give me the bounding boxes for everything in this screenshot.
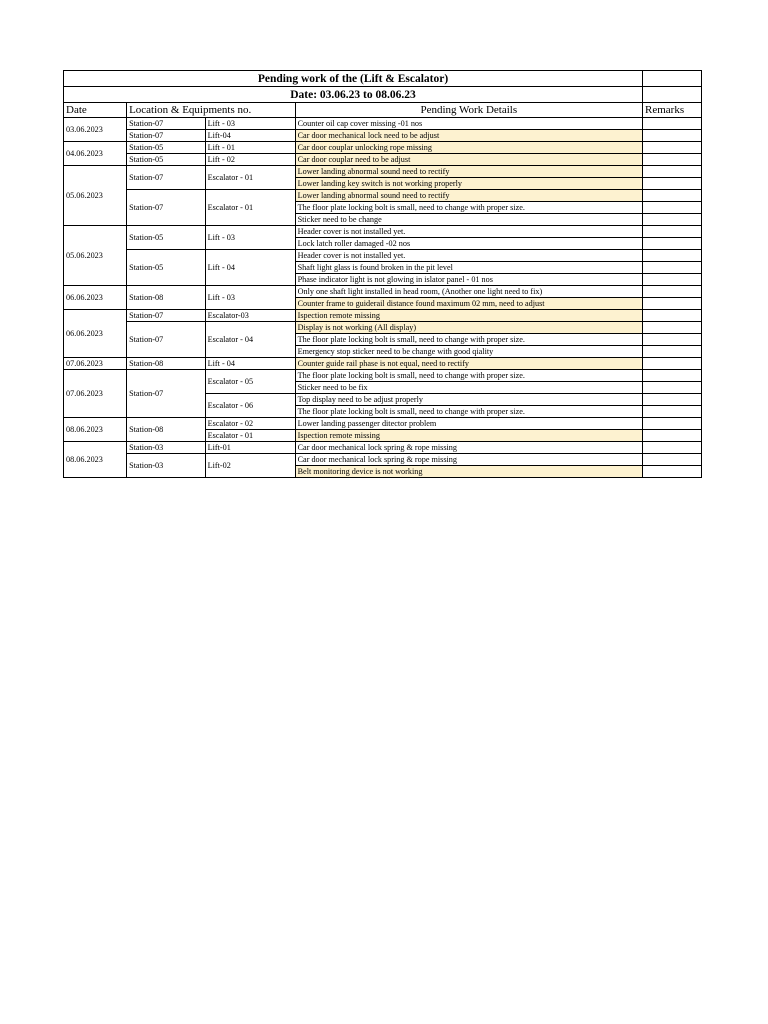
date-cell: 03.06.2023 [64,118,127,142]
work-detail-cell: Car door couplar need to be adjust [295,154,642,166]
remarks-cell [643,226,702,238]
work-detail-cell: Car door mechanical lock need to be adjust [295,130,642,142]
location-cell: Station-08 [127,358,206,370]
work-detail-cell: Car door mechanical lock spring & rope missing [295,442,642,454]
remarks-cell [643,298,702,310]
header-remarks: Remarks [643,103,702,118]
date-cell: 05.06.2023 [64,166,127,226]
equipment-cell: Lift - 04 [205,358,295,370]
remarks-cell [643,370,702,382]
work-detail-cell: Sticker need to be change [295,214,642,226]
subtitle-row [64,87,702,103]
sheet-title: Pending work of the (Lift & Escalator) [64,71,643,87]
table-row [64,166,702,178]
work-detail-cell: Header cover is not installed yet. [295,226,642,238]
remarks-cell [643,274,702,286]
table-row [64,358,702,370]
remarks-cell [643,238,702,250]
equipment-cell: Lift - 03 [205,226,295,250]
equipment-cell: Lift - 01 [205,142,295,154]
location-cell: Station-07 [127,130,206,142]
table-row [64,154,702,166]
location-cell: Station-05 [127,154,206,166]
remarks-cell [643,118,702,130]
location-cell: Station-08 [127,418,206,442]
remarks-cell [643,322,702,334]
table-row [64,286,702,298]
header-details: Pending Work Details [295,103,642,118]
location-cell: Station-07 [127,322,206,358]
work-detail-cell: Shaft light glass is found broken in the pit level [295,262,642,274]
remarks-cell [643,286,702,298]
pending-work-table [63,70,702,478]
equipment-cell: Escalator-03 [205,310,295,322]
remarks-cell [643,358,702,370]
date-cell: 06.06.2023 [64,310,127,358]
work-detail-cell: Phase indicator light is not glowing in islator panel - 01 nos [295,274,642,286]
remarks-cell [643,178,702,190]
work-detail-cell: Lower landing abnormal sound need to rectify [295,190,642,202]
remarks-cell [643,346,702,358]
table-row [64,190,702,202]
work-detail-cell: Top display need to be adjust properly [295,394,642,406]
table-row [64,130,702,142]
remarks-cell [643,154,702,166]
remarks-cell [643,466,702,478]
date-cell: 07.06.2023 [64,358,127,370]
remarks-cell [643,334,702,346]
remarks-cell [643,250,702,262]
work-detail-cell: Only one shaft light installed in head room, (Another one light need to fix) [295,286,642,298]
equipment-cell: Escalator - 01 [205,430,295,442]
table-row [64,370,702,382]
header-date: Date [64,103,127,118]
work-detail-cell: Car door couplar unlocking rope missing [295,142,642,154]
remarks-cell [643,142,702,154]
remarks-cell [643,202,702,214]
work-detail-cell: Car door mechanical lock spring & rope missing [295,454,642,466]
remarks-cell [643,190,702,202]
remarks-cell [643,262,702,274]
location-cell: Station-05 [127,142,206,154]
remarks-cell [643,130,702,142]
equipment-cell: Escalator - 06 [205,394,295,418]
location-cell: Station-07 [127,310,206,322]
remarks-cell [643,382,702,394]
table-row [64,250,702,262]
work-detail-cell: The floor plate locking bolt is small, need to change with proper size. [295,406,642,418]
work-detail-cell: Ispection remote missing [295,310,642,322]
table-row [64,442,702,454]
work-detail-cell: Counter guide rail phase is not equal, need to rectify [295,358,642,370]
work-detail-cell: Lock latch roller damaged -02 nos [295,238,642,250]
date-cell: 08.06.2023 [64,418,127,442]
work-detail-cell: The floor plate locking bolt is small, need to change with proper size. [295,202,642,214]
table-row [64,322,702,334]
header-row [64,103,702,118]
location-cell: Station-05 [127,226,206,250]
equipment-cell: Lift-02 [205,454,295,478]
equipment-cell: Escalator - 01 [205,166,295,190]
table-row [64,118,702,130]
remarks-cell [643,430,702,442]
title-row [64,71,702,87]
date-cell: 06.06.2023 [64,286,127,310]
work-detail-cell: Lower landing key switch is not working properly [295,178,642,190]
work-detail-cell: Belt monitoring device is not working [295,466,642,478]
location-cell: Station-05 [127,250,206,286]
equipment-cell: Lift - 03 [205,286,295,310]
work-detail-cell: Counter frame to guiderail distance found maximum 02 mm, need to adjust [295,298,642,310]
remarks-cell [643,310,702,322]
location-cell: Station-03 [127,442,206,454]
work-detail-cell: Emergency stop sticker need to be change with good qiality [295,346,642,358]
location-cell: Station-03 [127,454,206,478]
remarks-cell [643,214,702,226]
equipment-cell: Escalator - 05 [205,370,295,394]
location-cell: Station-07 [127,370,206,418]
work-detail-cell: Ispection remote missing [295,430,642,442]
equipment-cell: Lift - 03 [205,118,295,130]
date-cell: 07.06.2023 [64,370,127,418]
table-row [64,418,702,430]
date-cell: 08.06.2023 [64,442,127,478]
equipment-cell: Lift - 02 [205,154,295,166]
work-detail-cell: Display is not working (All display) [295,322,642,334]
remarks-cell [643,418,702,430]
remarks-cell [643,394,702,406]
equipment-cell: Lift-01 [205,442,295,454]
subtitle-spacer-cell [643,87,702,103]
remarks-cell [643,406,702,418]
table-row [64,454,702,466]
location-cell: Station-08 [127,286,206,310]
remarks-cell [643,442,702,454]
work-detail-cell: The floor plate locking bolt is small, need to change with proper size. [295,370,642,382]
remarks-cell [643,454,702,466]
work-detail-cell: Lower landing abnormal sound need to rectify [295,166,642,178]
remarks-cell [643,166,702,178]
location-cell: Station-07 [127,190,206,226]
equipment-cell: Lift-04 [205,130,295,142]
equipment-cell: Escalator - 02 [205,418,295,430]
table-row [64,310,702,322]
location-cell: Station-07 [127,166,206,190]
date-cell: 05.06.2023 [64,226,127,286]
equipment-cell: Lift - 04 [205,250,295,286]
work-detail-cell: Sticker need to be fix [295,382,642,394]
work-detail-cell: The floor plate locking bolt is small, need to change with proper size. [295,334,642,346]
work-detail-cell: Header cover is not installed yet. [295,250,642,262]
title-spacer-cell [643,71,702,87]
equipment-cell: Escalator - 01 [205,190,295,226]
date-cell: 04.06.2023 [64,142,127,166]
header-location-equipment: Location & Equipments no. [127,103,296,118]
work-detail-cell: Lower landing passenger ditector problem [295,418,642,430]
equipment-cell: Escalator - 04 [205,322,295,358]
location-cell: Station-07 [127,118,206,130]
table-row [64,142,702,154]
table-row [64,226,702,238]
sheet-date-range: Date: 03.06.23 to 08.06.23 [64,87,643,103]
work-detail-cell: Counter oil cap cover missing -01 nos [295,118,642,130]
